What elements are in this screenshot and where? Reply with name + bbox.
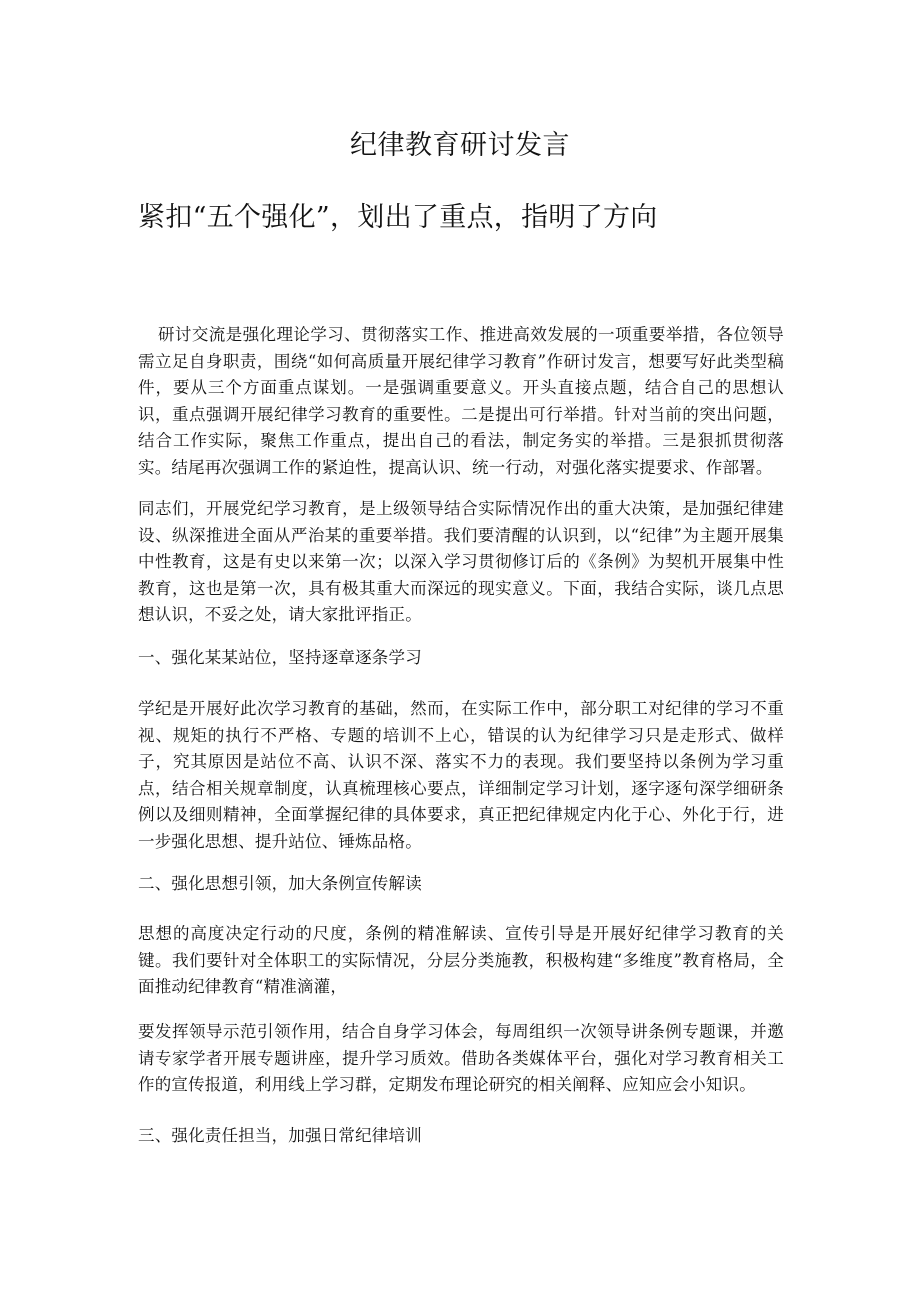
intro-paragraph: 研讨交流是强化理论学习、贯彻落实工作、推进高效发展的一项重要举措，各位领导需立足自身职责，围绕“如何高质量开展纪律学习教育”作研讨发言，想要写好此类型稿件，要从三个方面重点谋划。一是强调重要意义。开头直接点题，结合自己的思想认识，重点强调开展纪律学习教育的重要性。二是提出可行举措。针对当前的突出问题，结合工作实际，聚焦工作重点，提出自己的看法，制定务实的举措。三是狠抓贯彻落实。结尾再次强调工作的紧迫性，提高认识、统一行动，对强化落实提要求、作部署。 [138, 325, 784, 477]
opening-paragraph: 同志们，开展党纪学习教育，是上级领导结合实际情况作出的重大决策，是加强纪律建设、纵深推进全面从严治某的重要举措。我们要清醒的认识到，以“纪律”为主题开展集中性教育，这是有史以来第一次；以深入学习贯彻修订后的《条例》为契机开展集中性教育，这也是第一次，具有极其重大而深远的现实意义。下面，我结合实际，谈几点思想认识，不妥之处，请大家批评指正。 [138, 499, 784, 624]
section-2-paragraph-1: 思想的高度决定行动的尺度，条例的精准解读、宣传引导是开展好纪律学习教育的关键。我们要针对全体职工的实际情况，分层分类施教，积极构建“多维度”教育格局，全面推动纪律教育“精准滴灌， [138, 924, 784, 996]
section-heading-1: 一、强化某某站位，坚持逐章逐条学习 [138, 648, 422, 667]
section-1-paragraph: 学纪是开展好此次学习教育的基础，然而，在实际工作中，部分职工对纪律的学习不重视、规矩的执行不严格、专题的培训不上心，错误的认为纪律学习只是走形式、做样子，究其原因是站位不高、认识不深、落实不力的表现。我们要坚持以条例为学习重点，结合相关规章制度，认真梳理核心要点，详细制定学习计划，逐字逐句深学细研条例以及细则精神，全面掌握纪律的具体要求，真正把纪律规定内化于心、外化于行，进一步强化思想、提升站位、锤炼品格。 [138, 699, 784, 851]
section-heading-3: 三、强化责任担当，加强日常纪律培训 [138, 1126, 422, 1145]
document-title: 纪律教育研讨发言 [350, 130, 570, 161]
section-2-paragraph-2: 要发挥领导示范引领作用，结合自身学习体会，每周组织一次领导讲条例专题课，并邀请专家学者开展专题讲座，提升学习质效。借助各类媒体平台，强化对学习教育相关工作的宣传报道，利用线上学习群，定期发布理论研究的相关阐释、应知应会小知识。 [138, 1022, 784, 1094]
document-subtitle: 紧扣“五个强化”，划出了重点，指明了方向 [138, 202, 658, 233]
section-heading-2: 二、强化思想引领，加大条例宣传解读 [138, 874, 422, 893]
